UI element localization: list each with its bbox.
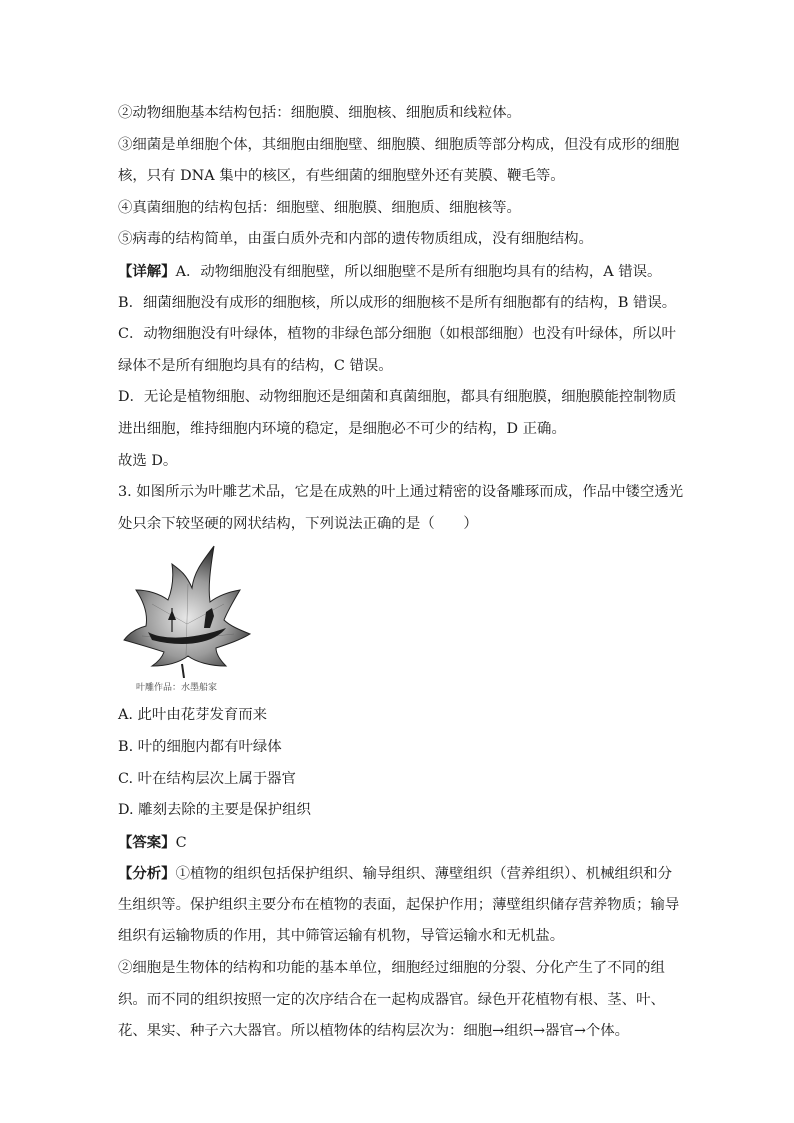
- detail-c2: 绿体不是所有细胞均具有的结构，C 错误。: [118, 357, 393, 374]
- answer-value: C: [175, 834, 187, 851]
- detail-a: A．动物细胞没有细胞壁，所以细胞壁不是所有细胞均具有的结构，A 错误。: [175, 263, 662, 280]
- option-b: B. 叶的细胞内都有叶绿体: [118, 738, 282, 755]
- analysis-line: 组织有运输物质的作用，其中筛管运输有机物，导管运输水和无机盐。: [118, 928, 565, 945]
- text-line: ②动物细胞基本结构包括：细胞膜、细胞核、细胞质和线粒体。: [118, 105, 521, 121]
- leaf-carving-image: [122, 544, 252, 678]
- figure-caption: 叶雕作品：水墨船家: [136, 683, 218, 694]
- option-c: C. 叶在结构层次上属于器官: [118, 770, 296, 787]
- analysis-line: ②细胞是生物体的结构和功能的基本单位，细胞经过细胞的分裂、分化产生了不同的组: [118, 960, 665, 977]
- text-line: ③细菌是单细胞个体，其细胞由细胞壁、细胞膜、细胞质等部分构成，但没有成形的细胞: [118, 136, 680, 153]
- text-line: ⑤病毒的结构简单，由蛋白质外壳和内部的遗传物质组成，没有细胞结构。: [118, 231, 593, 248]
- detail-d1: D．无论是植物细胞、动物细胞还是细菌和真菌细胞，都具有细胞膜，细胞膜能控制物质: [118, 389, 677, 406]
- analysis-line: 花、果实、种子六大器官。所以植物体的结构层次为：细胞→组织→器官→个体。: [118, 1023, 630, 1040]
- answer-tag: 【答案】: [118, 833, 176, 851]
- option-a: A. 此叶由花芽发育而来: [118, 707, 268, 724]
- analysis-tag: 【分析】: [118, 865, 176, 883]
- analysis-line-1: [118, 858, 678, 890]
- analysis-line: 生组织等。保护组织主要分布在植物的表面，起保护作用；薄壁组织储存营养物质；输导: [118, 896, 680, 913]
- text-line: 核，只有 DNA 集中的核区，有些细菌的细胞壁外还有荚膜、鞭毛等。: [118, 168, 565, 185]
- detail-b: B．细菌细胞没有成形的细胞核，所以成形的细胞核不是所有细胞都有的结构，B 错误。: [118, 294, 677, 311]
- detail-c1: C．动物细胞没有叶绿体，植物的非绿色部分细胞（如根部细胞）也没有叶绿体，所以叶: [118, 326, 676, 343]
- detail-conclusion: 故选 D。: [118, 452, 178, 469]
- question-3-line2: 处只余下较坚硬的网状结构，下列说法正确的是（ ）: [118, 515, 478, 532]
- detail-tag: 【详解】: [118, 262, 176, 280]
- text-line: ④真菌细胞的结构包括：细胞壁、细胞膜、细胞质、细胞核等。: [118, 199, 521, 216]
- detail-d2: 进出细胞，维持细胞内环境的稳定，是细胞必不可少的结构，D 正确。: [118, 420, 566, 437]
- option-d: D. 雕刻去除的主要是保护组织: [118, 802, 311, 819]
- detail-line-a: [118, 256, 678, 288]
- leaf-carving-figure: [118, 544, 678, 700]
- analysis-line: 织。而不同的组织按照一定的次序结合在一起构成器官。绿色开花植物有根、茎、叶、: [118, 991, 665, 1008]
- question-3-line1: 3. 如图所示为叶雕艺术品，它是在成熟的叶上通过精密的设备雕琢而成，作品中镂空透光: [118, 484, 684, 501]
- document-page: [118, 98, 684, 1048]
- answer-line: [118, 827, 678, 859]
- analysis-text: ①植物的组织包括保护组织、输导组织、薄壁组织（营养组织）、机械组织和分: [175, 866, 673, 883]
